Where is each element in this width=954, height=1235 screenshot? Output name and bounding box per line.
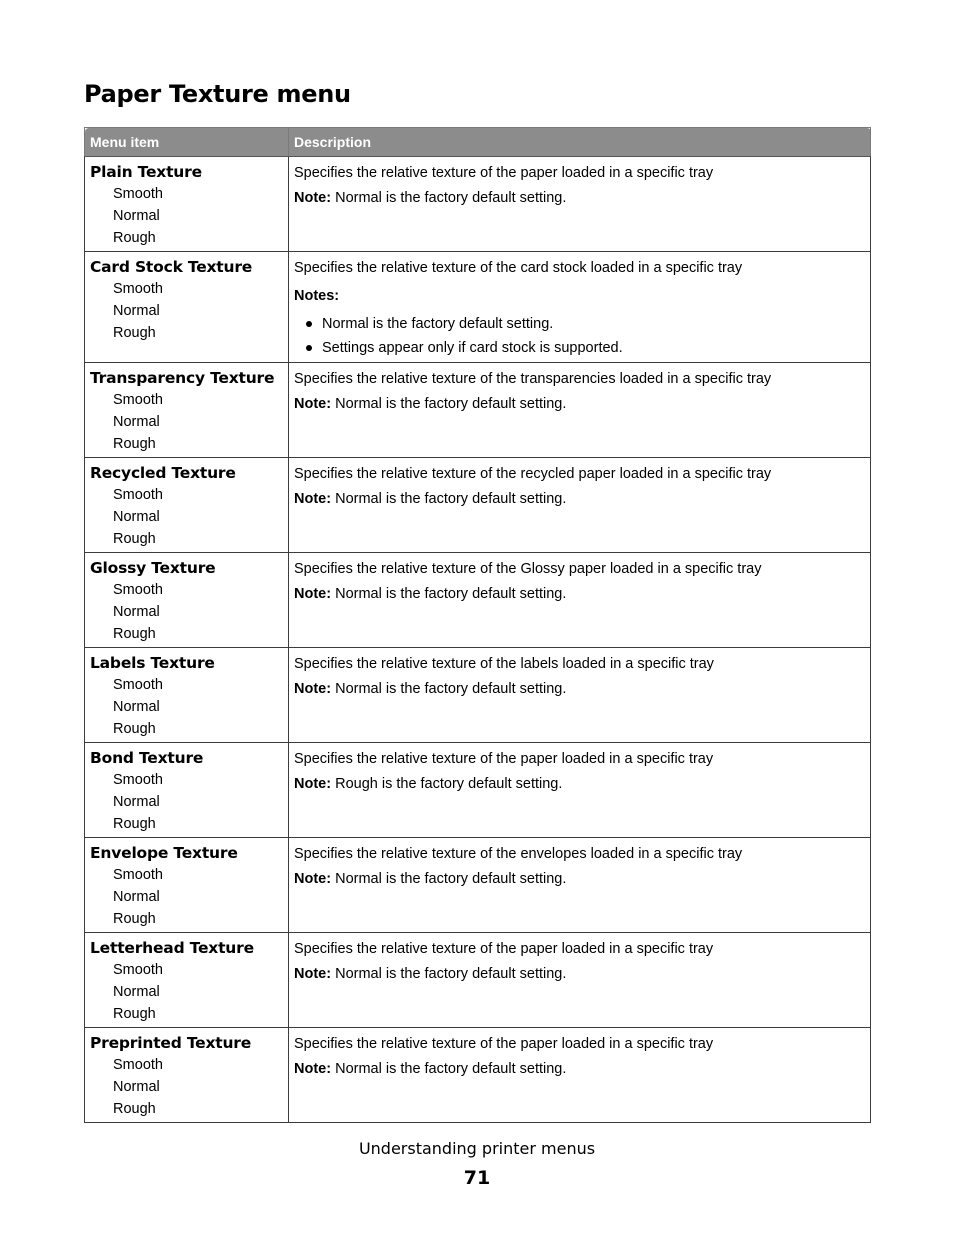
description-text: Specifies the relative texture of the labels loaded in a specific tray xyxy=(294,656,714,672)
note-text: Normal is the factory default setting. xyxy=(331,190,567,206)
menu-item-cell xyxy=(85,838,289,933)
description-cell xyxy=(289,363,871,458)
menu-item-cell xyxy=(85,933,289,1028)
menu-item-cell xyxy=(85,1028,289,1123)
menu-item-option: Smooth xyxy=(113,487,163,503)
description-text: Specifies the relative texture of the Glossy paper loaded in a specific tray xyxy=(294,561,762,577)
note xyxy=(294,869,865,889)
menu-item-option: Normal xyxy=(113,509,160,525)
note xyxy=(294,774,865,794)
description-text: Specifies the relative texture of the paper loaded in a specific tray xyxy=(294,165,714,181)
description-cell xyxy=(289,648,871,743)
notes-label: Notes: xyxy=(294,288,340,304)
note xyxy=(294,964,865,984)
menu-item-option: Rough xyxy=(113,531,156,547)
menu-item-option: Smooth xyxy=(113,867,163,883)
description-cell xyxy=(289,252,871,363)
description-text: Specifies the relative texture of the recycled paper loaded in a specific tray xyxy=(294,466,772,482)
menu-item-option: Normal xyxy=(113,794,160,810)
menu-item-cell xyxy=(85,648,289,743)
menu-item-title: Bond Texture xyxy=(90,749,204,767)
menu-item-cell xyxy=(85,363,289,458)
description-text: Specifies the relative texture of the paper loaded in a specific tray xyxy=(294,1036,714,1052)
note-label: Note: xyxy=(294,966,332,982)
note-label: Note: xyxy=(294,491,332,507)
menu-item-cell xyxy=(85,157,289,252)
description-cell xyxy=(289,1028,871,1123)
header-description: Description xyxy=(289,128,871,157)
table-row xyxy=(85,648,871,743)
menu-item-option: Rough xyxy=(113,911,156,927)
menu-item-cell xyxy=(85,743,289,838)
list-item xyxy=(294,312,865,336)
note-text: Normal is the factory default setting. xyxy=(331,586,567,602)
menu-item-option: Rough xyxy=(113,816,156,832)
menu-item-option: Smooth xyxy=(113,677,163,693)
page-title: Paper Texture menu xyxy=(84,80,351,108)
menu-item-title: Labels Texture xyxy=(90,654,215,672)
table-row xyxy=(85,458,871,553)
menu-item-option: Smooth xyxy=(113,962,163,978)
note xyxy=(294,188,865,208)
description-text: Specifies the relative texture of the transparencies loaded in a specific tray xyxy=(294,371,772,387)
note-label: Note: xyxy=(294,681,332,697)
menu-item-option: Normal xyxy=(113,889,160,905)
note-label: Note: xyxy=(294,396,332,412)
note-label: Note: xyxy=(294,1061,332,1077)
note-text: Normal is the factory default setting. xyxy=(331,966,567,982)
description-cell xyxy=(289,933,871,1028)
table-row xyxy=(85,363,871,458)
note-text: Rough is the factory default setting. xyxy=(331,776,563,792)
note-label: Note: xyxy=(294,190,332,206)
menu-item-option: Rough xyxy=(113,1006,156,1022)
page-number: 71 xyxy=(463,1167,491,1189)
table-row xyxy=(85,553,871,648)
paper-texture-table xyxy=(84,127,871,1123)
menu-item-option: Normal xyxy=(113,604,160,620)
table-row xyxy=(85,838,871,933)
table-row xyxy=(85,157,871,252)
description-cell xyxy=(289,743,871,838)
menu-item-option: Smooth xyxy=(113,392,163,408)
menu-item-title: Plain Texture xyxy=(90,163,202,181)
note-label: Note: xyxy=(294,586,332,602)
menu-item-title: Recycled Texture xyxy=(90,464,236,482)
footer-section-title: Understanding printer menus xyxy=(358,1139,596,1158)
menu-item-title: Card Stock Texture xyxy=(90,258,253,276)
menu-item-title: Letterhead Texture xyxy=(90,939,254,957)
table-row xyxy=(85,1028,871,1123)
menu-item-option: Smooth xyxy=(113,1057,163,1073)
description-text: Specifies the relative texture of the paper loaded in a specific tray xyxy=(294,941,714,957)
note-text: Normal is the factory default setting. xyxy=(331,681,567,697)
note xyxy=(294,679,865,699)
note xyxy=(294,584,865,604)
description-cell xyxy=(289,157,871,252)
menu-item-title: Envelope Texture xyxy=(90,844,238,862)
note-text: Normal is the factory default setting. xyxy=(322,316,554,332)
list-item xyxy=(294,336,865,360)
menu-item-option: Rough xyxy=(113,721,156,737)
menu-item-option: Normal xyxy=(113,208,160,224)
note xyxy=(294,489,865,509)
table-row xyxy=(85,933,871,1028)
menu-item-option: Rough xyxy=(113,626,156,642)
menu-item-cell xyxy=(85,252,289,363)
header-menu-item: Menu item xyxy=(85,128,289,157)
menu-item-title: Transparency Texture xyxy=(90,369,275,387)
table-row xyxy=(85,743,871,838)
menu-item-option: Rough xyxy=(113,325,156,341)
note-label: Note: xyxy=(294,871,332,887)
table-row xyxy=(85,252,871,363)
bullet-icon xyxy=(306,345,312,351)
menu-item-option: Normal xyxy=(113,984,160,1000)
notes-list xyxy=(294,312,865,360)
note xyxy=(294,1059,865,1079)
menu-item-cell xyxy=(85,553,289,648)
menu-item-option: Smooth xyxy=(113,582,163,598)
note-label: Note: xyxy=(294,776,332,792)
menu-item-option: Normal xyxy=(113,414,160,430)
bullet-icon xyxy=(306,321,312,327)
description-cell xyxy=(289,838,871,933)
menu-item-option: Normal xyxy=(113,303,160,319)
menu-item-title: Glossy Texture xyxy=(90,559,216,577)
note-text: Normal is the factory default setting. xyxy=(331,1061,567,1077)
menu-item-option: Smooth xyxy=(113,281,163,297)
description-text: Specifies the relative texture of the paper loaded in a specific tray xyxy=(294,751,714,767)
description-cell xyxy=(289,553,871,648)
menu-item-title: Preprinted Texture xyxy=(90,1034,252,1052)
menu-item-option: Smooth xyxy=(113,772,163,788)
note-text: Normal is the factory default setting. xyxy=(331,491,567,507)
menu-item-option: Rough xyxy=(113,436,156,452)
note-text: Settings appear only if card stock is supported. xyxy=(322,340,623,356)
menu-item-option: Normal xyxy=(113,1079,160,1095)
description-text: Specifies the relative texture of the card stock loaded in a specific tray xyxy=(294,260,743,276)
table-header-row xyxy=(85,128,871,157)
menu-item-cell xyxy=(85,458,289,553)
menu-item-option: Normal xyxy=(113,699,160,715)
description-cell xyxy=(289,458,871,553)
note-text: Normal is the factory default setting. xyxy=(331,396,567,412)
menu-item-option: Smooth xyxy=(113,186,163,202)
note xyxy=(294,394,865,414)
note-text: Normal is the factory default setting. xyxy=(331,871,567,887)
description-text: Specifies the relative texture of the envelopes loaded in a specific tray xyxy=(294,846,743,862)
menu-item-option: Rough xyxy=(113,230,156,246)
menu-item-option: Rough xyxy=(113,1101,156,1117)
